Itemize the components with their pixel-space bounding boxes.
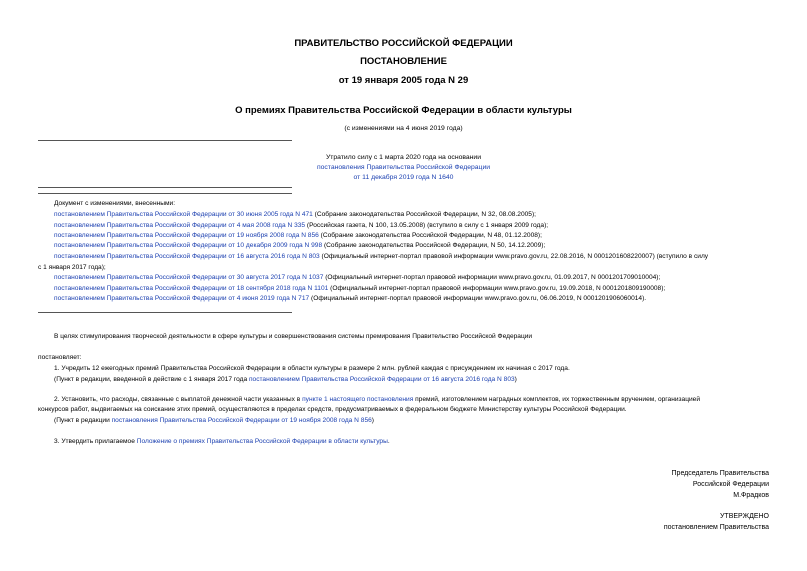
amendment-link[interactable]: постановлением Правительства Российской Федерации от 30 августа 2017 года N 1037: [54, 274, 324, 281]
amendment-link[interactable]: постановлением Правительства Российской Федерации от 18 сентября 2018 года N 1101: [54, 285, 329, 292]
amendment-item: постановлением Правительства Российской Федерации от 30 июня 2005 года N 471 (Собрание законодательства Российской Федерации, N 32, 08.08.2005);: [54, 211, 536, 218]
amendment-link[interactable]: постановлением Правительства Российской Федерации от 16 августа 2016 года N 803: [248, 376, 515, 383]
doc-type-heading: ПОСТАНОВЛЕНИЕ: [360, 56, 447, 67]
divider: [38, 193, 292, 194]
signature-position-2: Российской Федерации: [692, 481, 769, 488]
divider: [38, 187, 292, 188]
signature-name: М.Фрадков: [733, 492, 769, 499]
preamble: В целях стимулирования творческой деятельности в сфере культуры и совершенствования системы премирования Правительство Российской Федерации: [54, 333, 533, 340]
amendment-item: постановлением Правительства Российской Федерации от 16 августа 2016 года N 803 (Официальный интернет-портал правовой информации www.pravo.gov.ru, 22.08.2016, N 0001201608220007) (вступило в силу: [54, 253, 709, 260]
amendment-link[interactable]: постановлением Правительства Российской Федерации от 10 декабря 2009 года N 998: [54, 242, 323, 249]
amendment-link[interactable]: постановлением Правительства Российской Федерации от 30 июня 2005 года N 471: [54, 211, 313, 218]
signature-position: Председатель Правительства: [671, 470, 769, 477]
amendments-intro: Документ с изменениями, внесенными:: [54, 200, 176, 207]
amendment-link[interactable]: постановлением Правительства Российской Федерации от 19 ноября 2008 года N 856: [54, 232, 319, 239]
paragraph-2-cont: конкурсов работ, выдвигаемых на соискание этих премий, осуществляются в пределах средств, предусматриваемых в федеральном бюджете Министерству культуры Российской Федерации.: [38, 406, 627, 413]
amended-note: (с изменениями на 4 июня 2019 года): [344, 125, 463, 132]
approved-label: УТВЕРЖДЕНО: [719, 513, 769, 520]
amendment-item: постановлением Правительства Российской Федерации от 10 декабря 2009 года N 998 (Собрание законодательства Российской Федерации, N 50, 14.12.2009);: [54, 242, 546, 249]
amendment-item: постановлением Правительства Российской Федерации от 18 сентября 2018 года N 1101 (Официальный интернет-портал правовой информации www.pravo.gov.ru, 19.09.2018, N 0001201809190008);: [54, 285, 666, 292]
amendment-link[interactable]: постановлением Правительства Российской Федерации от 16 августа 2016 года N 803: [54, 253, 320, 260]
lapsed-link[interactable]: постановления Правительства Российской Федерации: [316, 164, 491, 171]
regulation-link[interactable]: Положение о премиях Правительства Российской Федерации в области культуры: [136, 438, 388, 445]
amendment-item-wrap: с 1 января 2017 года);: [38, 264, 106, 271]
approved-by: постановлением Правительства: [663, 524, 769, 531]
amendment-link[interactable]: постановлением Правительства Российской Федерации от 4 июня 2019 года N 717: [54, 295, 310, 302]
lapsed-line: Утратило силу с 1 марта 2020 года на основании: [325, 154, 482, 161]
document-title: О премиях Правительства Российской Федерации в области культуры: [235, 105, 572, 116]
paragraph-1-note: (Пункт в редакции, введенной в действие с 1 января 2017 года постановлением Правительства Российской Федерации от 16 августа 2016 года N 803): [54, 376, 517, 383]
org-heading: ПРАВИТЕЛЬСТВО РОССИЙСКОЙ ФЕДЕРАЦИИ: [294, 38, 513, 49]
amendment-item: постановлением Правительства Российской Федерации от 4 июня 2019 года N 717 (Официальный интернет-портал правовой информации www.pravo.gov.ru, 06.06.2019, N 0001201906060014).: [54, 295, 647, 302]
amendment-link[interactable]: постановлением Правительства Российской Федерации от 4 мая 2008 года N 335: [54, 222, 306, 229]
divider: [38, 312, 292, 313]
amendment-item: постановлением Правительства Российской Федерации от 4 мая 2008 года N 335 (Российская газета, N 100, 13.05.2008) (вступило в силу с 1 января 2009 года);: [54, 222, 549, 229]
doc-date-number: от 19 января 2005 года N 29: [338, 75, 469, 86]
amendment-item: постановлением Правительства Российской Федерации от 19 ноября 2008 года N 856 (Собрание законодательства Российской Федерации, N 48, 01.12.2008);: [54, 232, 542, 239]
paragraph-3: 3. Утвердить прилагаемое Положение о премиях Правительства Российской Федерации в области культуры.: [54, 438, 390, 445]
amendment-item: постановлением Правительства Российской Федерации от 30 августа 2017 года N 1037 (Официальный интернет-портал правовой информации www.pravo.gov.ru, 01.09.2017, N 0001201709010004);: [54, 274, 661, 281]
decrees-word: постановляет:: [38, 354, 82, 361]
paragraph-link[interactable]: пункте 1 настоящего постановления: [302, 396, 414, 403]
paragraph-2-note: (Пункт в редакции постановления Правительства Российской Федерации от 19 ноября 2008 года N 856): [54, 417, 374, 424]
paragraph-2: 2. Установить, что расходы, связанные с выплатой денежной части указанных в пункте 1 настоящего постановления премий, изготовлением наградных комплектов, их торжественным вручением, организацией: [54, 396, 701, 403]
amendment-link[interactable]: постановления Правительства Российской Федерации от 19 ноября 2008 года N 856: [111, 417, 372, 424]
divider: [38, 140, 292, 141]
lapsed-link-date[interactable]: от 11 декабря 2019 года N 1640: [353, 174, 454, 181]
paragraph-1: 1. Учредить 12 ежегодных премий Правительства Российской Федерации в области культуры в размере 2 млн. рублей каждая с присуждением их начиная с 2017 года.: [54, 365, 570, 372]
